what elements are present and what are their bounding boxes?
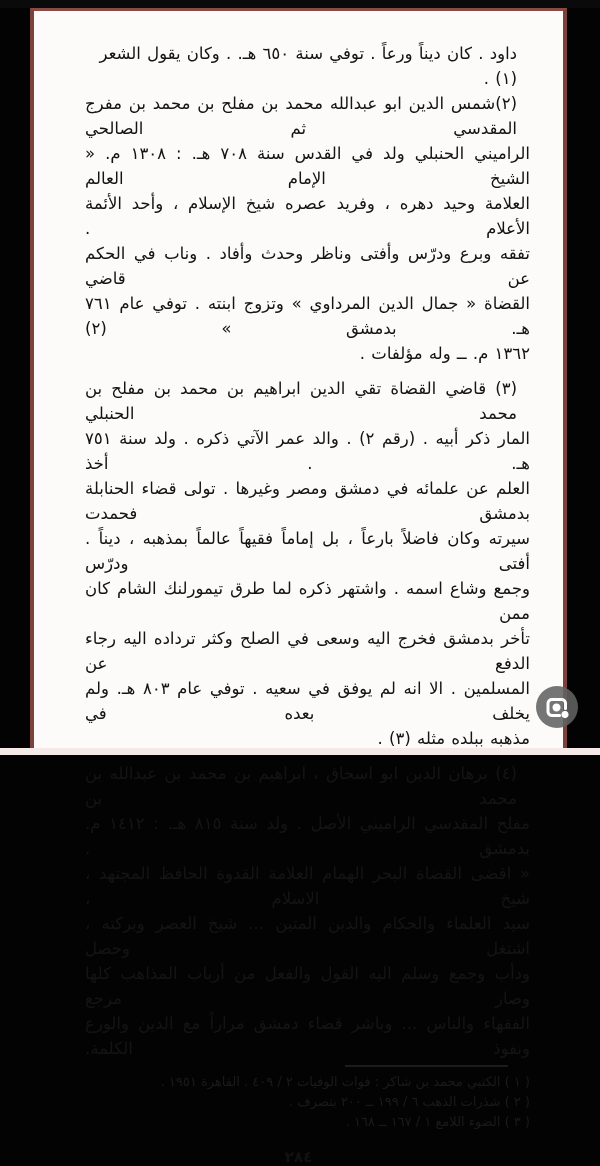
footnote-line: ( ١ ) الكتبي محمد بن شاكر : فوات الوفيات ٢ / ٤٠٩ . القاهرة ١٩٥١ . xyxy=(160,1075,530,1090)
body-text-line: العلم عن علمائه في دمشق ومصر وغيرها . تولى قضاء الحنابلة بدمشق فحمدت xyxy=(85,479,530,523)
body-text-line: العلامة وحيد دهره ، وفريد عصره شيخ الإسلام ، وأحد الأئمة الأعلام . xyxy=(85,194,530,238)
footnote-line: ( ٣ ) الضوء اللامع ١ / ١٦٧ ــ ١٦٨ . xyxy=(345,1115,530,1130)
body-text-line: ١٣٦٢ م. ــ وله مؤلفات . xyxy=(359,344,530,363)
body-text-line: القضاة « جمال الدين المرداوي » وتزوج ابنته . توفي عام ٧٦١ هـ. بدمشق » (٢) xyxy=(85,294,530,338)
book-page xyxy=(30,8,567,1166)
body-text-line: (٣) قاضي القضاة تقي الدين ابراهيم بن محمد بن مفلح بن محمد الحنبلي xyxy=(85,379,517,423)
body-text-line: الفقهاء والناس ... وباشر قضاء دمشق مراراً مع الدين والورع ونفوذ الكلمة. xyxy=(85,1014,530,1058)
page-number: ٢٨٤ xyxy=(284,1148,313,1166)
body-text-line: « اقضى القضاة البحر الهمام العلامة القدوة الحافظ المجتهد ، شيخ الاسلام ، xyxy=(85,864,530,908)
body-text-line: ودأب وجمع وسلم اليه القول والفعل من أرباب المذاهب كلها وصار مرجع xyxy=(85,964,530,1008)
body-text-line: المار ذكر أبيه . (رقم ٢) . والد عمر الآتي ذكره . ولد سنة ٧٥١ هـ. . أخذ xyxy=(85,429,530,473)
body-text-line: وجمع وشاع اسمه . واشتهر ذكره لما طرق تيمورلنك الشام كان ممن xyxy=(85,579,530,623)
body-text-line: تفقه وبرع ودرّس وأفتى وناظر وحدث وأفاد . وناب في الحكم عن قاضي xyxy=(85,244,530,288)
footnotes-block xyxy=(85,1073,530,1133)
body-text-line: سيد العلماء والحكام والدين المتين ... شيخ العصر وبركته ، اشتغل وحصل xyxy=(85,914,530,958)
body-text-line: مفلح المقدسي الراميني الأصل . ولد سنة ٨١٥ هـ. : ١٤١٢ م. بدمشق . xyxy=(85,814,530,858)
body-text-line: (٤) برهان الدين ابو اسحاق ، ابراهيم بن محمد بن عبدالله بن محمد بن xyxy=(85,764,517,808)
google-lens-icon xyxy=(537,687,578,728)
body-text-line: المسلمين . الا انه لم يوفق في سعيه . توفي عام ٨٠٣ هـ. ولم يخلف بعده في xyxy=(85,679,530,723)
body-text-line: سيرته وكان فاضلاً بارعاً ، بل إماماً فقيهاً عالماً بمذهبه ، ديناً . أفتى ودرّس xyxy=(85,529,530,573)
body-text-block xyxy=(85,41,530,1061)
body-text-line: الراميني الحنبلي ولد في القدس سنة ٧٠٨ هـ. : ١٣٠٨ م. « الشيخ الإمام العالم xyxy=(85,144,531,188)
body-text-line: داود . كان ديناً ورعاً . توفي سنة ٦٥٠ هـ. . وكان يقول الشعر (١) . xyxy=(99,44,517,88)
bottom-page-edge xyxy=(0,748,600,755)
top-black-bar xyxy=(0,0,600,8)
footnote-separator xyxy=(345,1065,508,1067)
google-lens-button[interactable] xyxy=(536,686,578,728)
footnote-line: ( ٢ ) شذرات الذهب ٦ / ١٩٩ ــ ٢٠٠ بتصرف . xyxy=(289,1095,530,1110)
body-text-line: تأخر بدمشق فخرج اليه وسعى في الصلح وكثر ترداده اليه رجاء الدفع عن xyxy=(85,629,530,673)
body-text-line: (٢)شمس الدين ابو عبدالله محمد بن مفلح بن محمد بن مفرج المقدسي ثم الصالحي xyxy=(85,94,517,138)
body-text-line: مذهبه ببلده مثله (٣) . xyxy=(377,729,530,748)
